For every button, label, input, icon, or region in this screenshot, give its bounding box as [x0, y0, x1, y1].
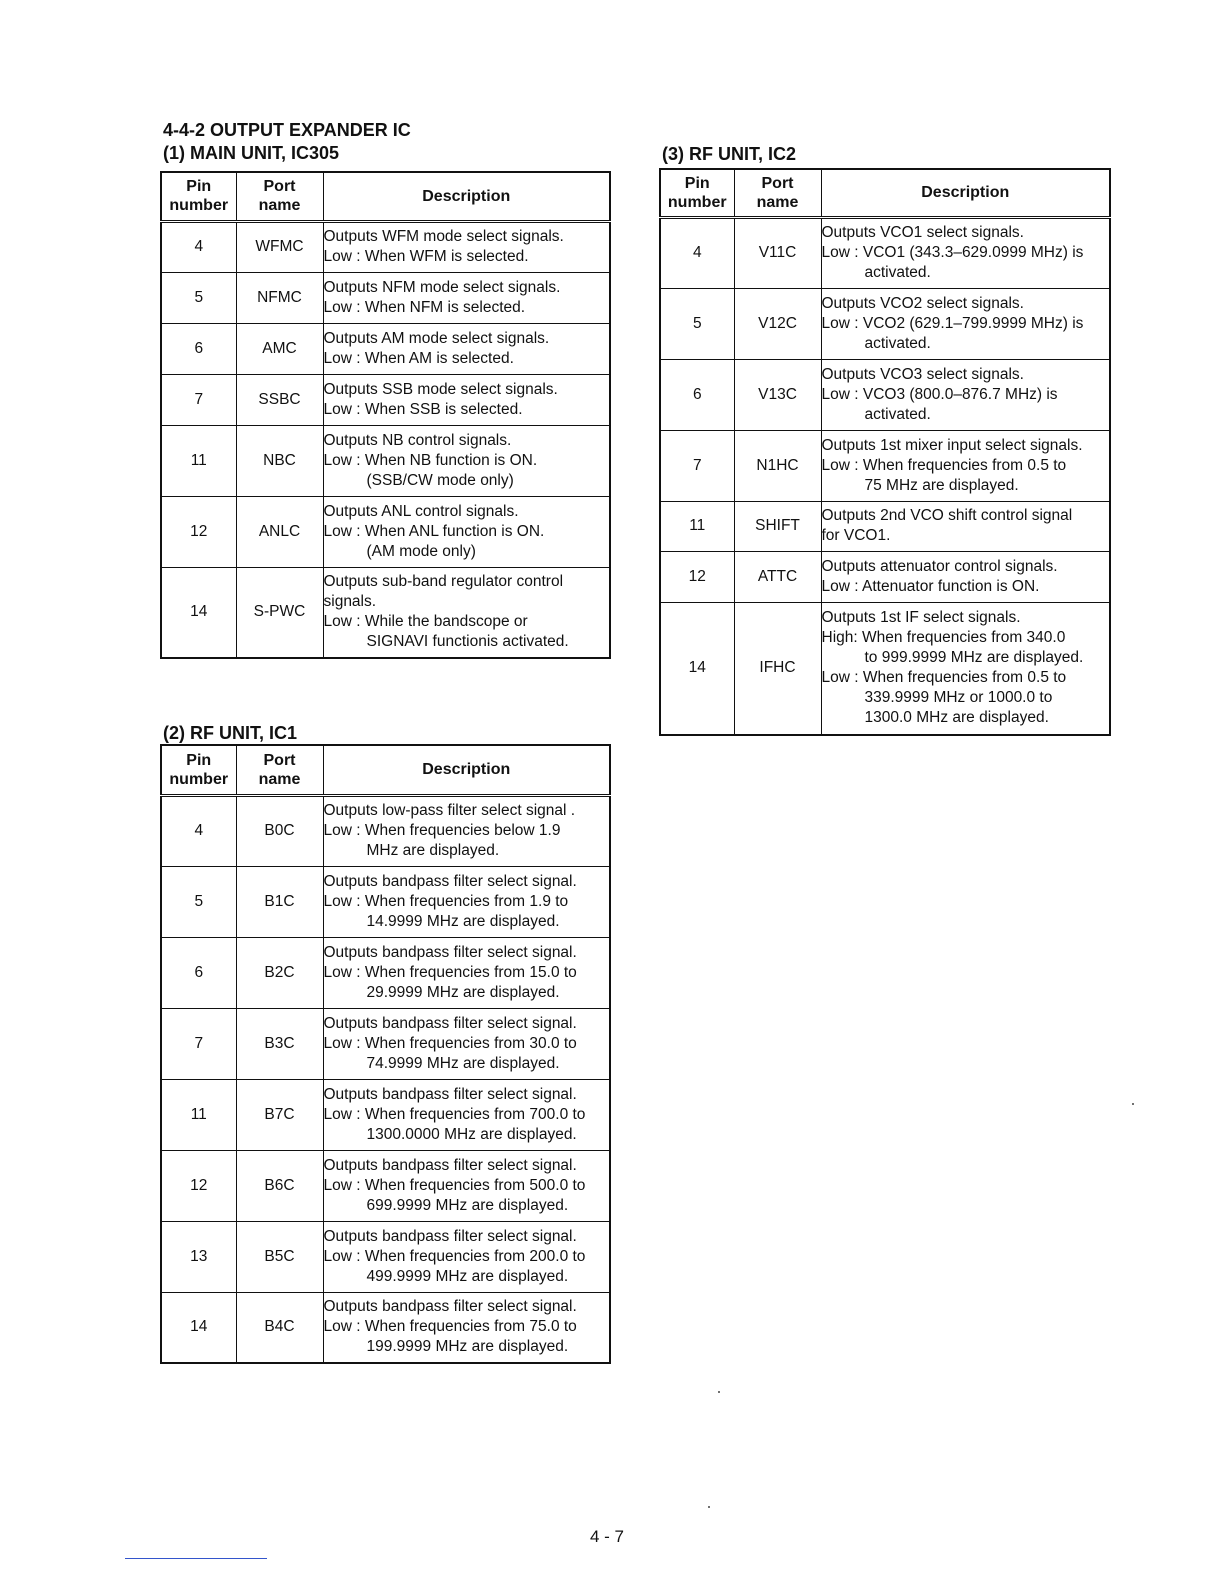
pin-number-cell: 14 — [660, 602, 734, 735]
pin-number-cell: 4 — [660, 217, 734, 288]
table-row — [161, 221, 610, 272]
table-main-ic305 — [160, 171, 611, 659]
description-line: Outputs sub-band regulator control — [323, 573, 564, 591]
pin-number-cell: 7 — [161, 374, 236, 425]
description-line: Low : When frequencies from 200.0 to — [323, 1247, 586, 1265]
description-cell — [323, 1221, 610, 1292]
description-line: (AM mode only) — [366, 542, 476, 560]
description-line: Outputs VCO2 select signals. — [821, 294, 1024, 312]
description-line: Outputs bandpass filter select signal. — [323, 943, 577, 961]
description-cell — [323, 1008, 610, 1079]
table-row — [161, 1292, 610, 1363]
header-line: Pin — [684, 174, 710, 192]
description-cell — [323, 323, 610, 374]
description-line: Low : When frequencies below 1.9 — [323, 822, 561, 839]
scan-speck — [1132, 1103, 1134, 1105]
description-line: Low : When frequencies from 0.5 to — [821, 456, 1067, 474]
table-row — [660, 551, 1110, 602]
description-line: Outputs AM mode select signals. — [323, 329, 550, 347]
description-cell — [323, 866, 610, 937]
description-line: Low : VCO2 (629.1–799.9999 MHz) is — [821, 314, 1084, 332]
table-rf-ic1 — [160, 744, 611, 1364]
header-line: name — [258, 197, 301, 215]
description-line: Outputs NFM mode select signals. — [323, 278, 561, 296]
port-name-cell: SHIFT — [734, 501, 821, 551]
description-line: activated. — [864, 264, 931, 281]
description-line: Low : When frequencies from 1.9 to — [323, 892, 569, 910]
pin-number-cell: 4 — [161, 795, 236, 866]
table-row — [161, 425, 610, 496]
table-row — [161, 937, 610, 1008]
pin-number-cell: 11 — [161, 425, 236, 496]
column-header-port-name — [734, 169, 821, 217]
description-line: 199.9999 MHz are displayed. — [366, 1338, 569, 1356]
description-line: Low : When NFM is selected. — [323, 298, 526, 316]
description-line: activated. — [864, 334, 931, 352]
description-line: Low : While the bandscope or — [323, 613, 528, 631]
description-line: Low : VCO1 (343.3–629.0999 MHz) is — [821, 244, 1084, 261]
port-name-cell: B0C — [236, 795, 323, 866]
description-line: 339.9999 MHz or 1000.0 to — [864, 689, 1053, 707]
description-cell — [323, 937, 610, 1008]
description-line: Outputs VCO1 select signals. — [821, 224, 1024, 241]
column-header-port-name — [236, 745, 323, 795]
description-line: signals. — [323, 593, 377, 611]
table-title-rf-ic1: (2) RF UNIT, IC1 — [163, 723, 298, 743]
header-line: name — [258, 770, 301, 788]
pin-number-cell: 12 — [161, 1150, 236, 1221]
description-cell — [821, 501, 1110, 551]
pin-number-cell: 5 — [660, 288, 734, 359]
header-line: Port — [263, 178, 296, 196]
description-cell — [821, 217, 1110, 288]
column-header-description: Description — [323, 172, 610, 221]
description-cell — [323, 272, 610, 323]
description-line: Low : When frequencies from 15.0 to — [323, 963, 577, 981]
description-line: Outputs bandpass filter select signal. — [323, 872, 577, 890]
footer-rule — [125, 1558, 267, 1559]
page-number: 4 - 7 — [590, 1527, 625, 1546]
description-line: Low : When ANL function is ON. — [323, 522, 545, 540]
description-line: (SSB/CW mode only) — [366, 471, 514, 489]
pin-number-cell: 12 — [161, 496, 236, 567]
description-cell — [323, 1079, 610, 1150]
description-line: 499.9999 MHz are displayed. — [366, 1267, 569, 1285]
description-line: activated. — [864, 405, 931, 423]
header-line: Port — [263, 751, 296, 769]
description-line: Low : When AM is selected. — [323, 349, 514, 367]
column-header-port-name — [236, 172, 323, 221]
header-row — [660, 169, 1110, 217]
description-line: Low : When SSB is selected. — [323, 400, 523, 418]
pin-number-cell: 11 — [161, 1079, 236, 1150]
column-header-pin-number — [161, 745, 236, 795]
description-cell — [323, 221, 610, 272]
description-cell — [323, 496, 610, 567]
pin-number-cell: 7 — [660, 430, 734, 501]
description-line: High: When frequencies from 340.0 — [821, 629, 1066, 647]
table-title-main-ic305: (1) MAIN UNIT, IC305 — [163, 143, 340, 163]
description-line: Low : When frequencies from 500.0 to — [323, 1176, 586, 1194]
description-cell — [323, 374, 610, 425]
description-cell — [821, 551, 1110, 602]
pin-number-cell: 4 — [161, 221, 236, 272]
table-row — [660, 501, 1110, 551]
table-row — [660, 430, 1110, 501]
pin-number-cell: 12 — [660, 551, 734, 602]
table-row — [161, 795, 610, 866]
table-row — [161, 323, 610, 374]
port-name-cell: B6C — [236, 1150, 323, 1221]
description-line: Outputs bandpass filter select signal. — [323, 1298, 577, 1316]
port-name-cell: V12C — [734, 288, 821, 359]
port-name-cell: V11C — [734, 217, 821, 288]
port-name-cell: B1C — [236, 866, 323, 937]
description-line: Outputs bandpass filter select signal. — [323, 1014, 577, 1032]
description-line: 75 MHz are displayed. — [864, 476, 1019, 494]
description-cell — [821, 288, 1110, 359]
description-cell — [323, 795, 610, 866]
table-row — [161, 374, 610, 425]
pin-number-cell: 14 — [161, 1292, 236, 1363]
description-line: Outputs 2nd VCO shift control signal — [821, 507, 1073, 524]
port-name-cell: B7C — [236, 1079, 323, 1150]
description-line: Low : Attenuator function is ON. — [821, 577, 1040, 595]
description-line: 699.9999 MHz are displayed. — [366, 1196, 569, 1214]
pin-number-cell: 13 — [161, 1221, 236, 1292]
pin-number-cell: 11 — [660, 501, 734, 551]
description-line: Outputs attenuator control signals. — [821, 557, 1058, 575]
pin-number-cell: 5 — [161, 272, 236, 323]
header-line: number — [169, 197, 229, 215]
table-row — [161, 272, 610, 323]
column-header-pin-number — [161, 172, 236, 221]
description-line: Low : When NB function is ON. — [323, 451, 538, 469]
description-line: Low : When frequencies from 700.0 to — [323, 1105, 586, 1123]
pin-number-cell: 7 — [161, 1008, 236, 1079]
header-line: Pin — [186, 751, 212, 769]
description-line: Low : When WFM is selected. — [323, 248, 529, 265]
pin-number-cell: 5 — [161, 866, 236, 937]
description-cell — [323, 1292, 610, 1363]
description-line: Outputs 1st mixer input select signals. — [821, 436, 1083, 454]
description-line: Outputs VCO3 select signals. — [821, 365, 1024, 383]
table-row — [161, 1221, 610, 1292]
section-title: 4-4-2 OUTPUT EXPANDER IC — [163, 120, 411, 140]
port-name-cell: SSBC — [236, 374, 323, 425]
header-line: Port — [761, 174, 794, 192]
description-line: 1300.0000 MHz are displayed. — [366, 1125, 577, 1143]
description-line: 74.9999 MHz are displayed. — [366, 1054, 560, 1072]
port-name-cell: NFMC — [236, 272, 323, 323]
description-line: Outputs 1st IF select signals. — [821, 609, 1021, 627]
description-cell — [323, 567, 610, 658]
header-line: number — [169, 770, 229, 788]
header-row — [161, 745, 610, 795]
port-name-cell: NBC — [236, 425, 323, 496]
description-line: Outputs bandpass filter select signal. — [323, 1156, 577, 1174]
table-row — [660, 217, 1110, 288]
description-line: Outputs ANL control signals. — [323, 502, 519, 520]
description-cell — [323, 1150, 610, 1221]
column-header-description: Description — [821, 169, 1110, 217]
port-name-cell: IFHC — [734, 602, 821, 735]
description-cell — [821, 430, 1110, 501]
description-line: 1300.0 MHz are displayed. — [864, 709, 1049, 727]
description-line: 29.9999 MHz are displayed. — [366, 983, 560, 1001]
description-line: Outputs NB control signals. — [323, 431, 512, 449]
column-header-description: Description — [323, 745, 610, 795]
table-row — [161, 567, 610, 658]
column-header-pin-number — [660, 169, 734, 217]
port-name-cell: V13C — [734, 359, 821, 430]
table-row — [161, 1079, 610, 1150]
header-line: name — [756, 193, 799, 211]
pin-number-cell: 6 — [161, 937, 236, 1008]
table-row — [161, 866, 610, 937]
description-cell — [323, 425, 610, 496]
table-row — [161, 1008, 610, 1079]
description-line: to 999.9999 MHz are displayed. — [864, 649, 1084, 667]
scan-speck — [708, 1506, 710, 1508]
description-line: Outputs bandpass filter select signal. — [323, 1085, 577, 1103]
port-name-cell: AMC — [236, 323, 323, 374]
description-line: SIGNAVI functionis activated. — [366, 633, 569, 651]
table-row — [660, 288, 1110, 359]
description-line: Low : When frequencies from 0.5 to — [821, 669, 1067, 687]
port-name-cell: B2C — [236, 937, 323, 1008]
description-line: Outputs bandpass filter select signal. — [323, 1227, 577, 1245]
description-line: Outputs low-pass filter select signal . — [323, 802, 576, 819]
table-rf-ic2 — [659, 168, 1111, 736]
port-name-cell: B5C — [236, 1221, 323, 1292]
description-line: Low : VCO3 (800.0–876.7 MHz) is — [821, 385, 1058, 403]
table-row — [161, 496, 610, 567]
header-line: Pin — [186, 178, 212, 196]
table-row — [660, 602, 1110, 735]
port-name-cell: N1HC — [734, 430, 821, 501]
description-line: for VCO1. — [821, 527, 891, 544]
header-row — [161, 172, 610, 221]
port-name-cell: ANLC — [236, 496, 323, 567]
table-row — [161, 1150, 610, 1221]
description-line: Outputs SSB mode select signals. — [323, 380, 558, 398]
description-line: MHz are displayed. — [366, 842, 500, 859]
description-line: Low : When frequencies from 30.0 to — [323, 1034, 577, 1052]
description-line: 14.9999 MHz are displayed. — [366, 912, 560, 930]
description-line: Low : When frequencies from 75.0 to — [323, 1318, 577, 1336]
table-row — [660, 359, 1110, 430]
port-name-cell: B3C — [236, 1008, 323, 1079]
header-line: number — [667, 193, 727, 211]
port-name-cell: ATTC — [734, 551, 821, 602]
scan-speck — [718, 1391, 720, 1393]
description-cell — [821, 602, 1110, 735]
pin-number-cell: 6 — [161, 323, 236, 374]
port-name-cell: S-PWC — [236, 567, 323, 658]
pin-number-cell: 14 — [161, 567, 236, 658]
table-title-rf-ic2: (3) RF UNIT, IC2 — [662, 144, 797, 164]
port-name-cell: B4C — [236, 1292, 323, 1363]
description-cell — [821, 359, 1110, 430]
pin-number-cell: 6 — [660, 359, 734, 430]
port-name-cell: WFMC — [236, 221, 323, 272]
description-line: Outputs WFM mode select signals. — [323, 228, 564, 245]
